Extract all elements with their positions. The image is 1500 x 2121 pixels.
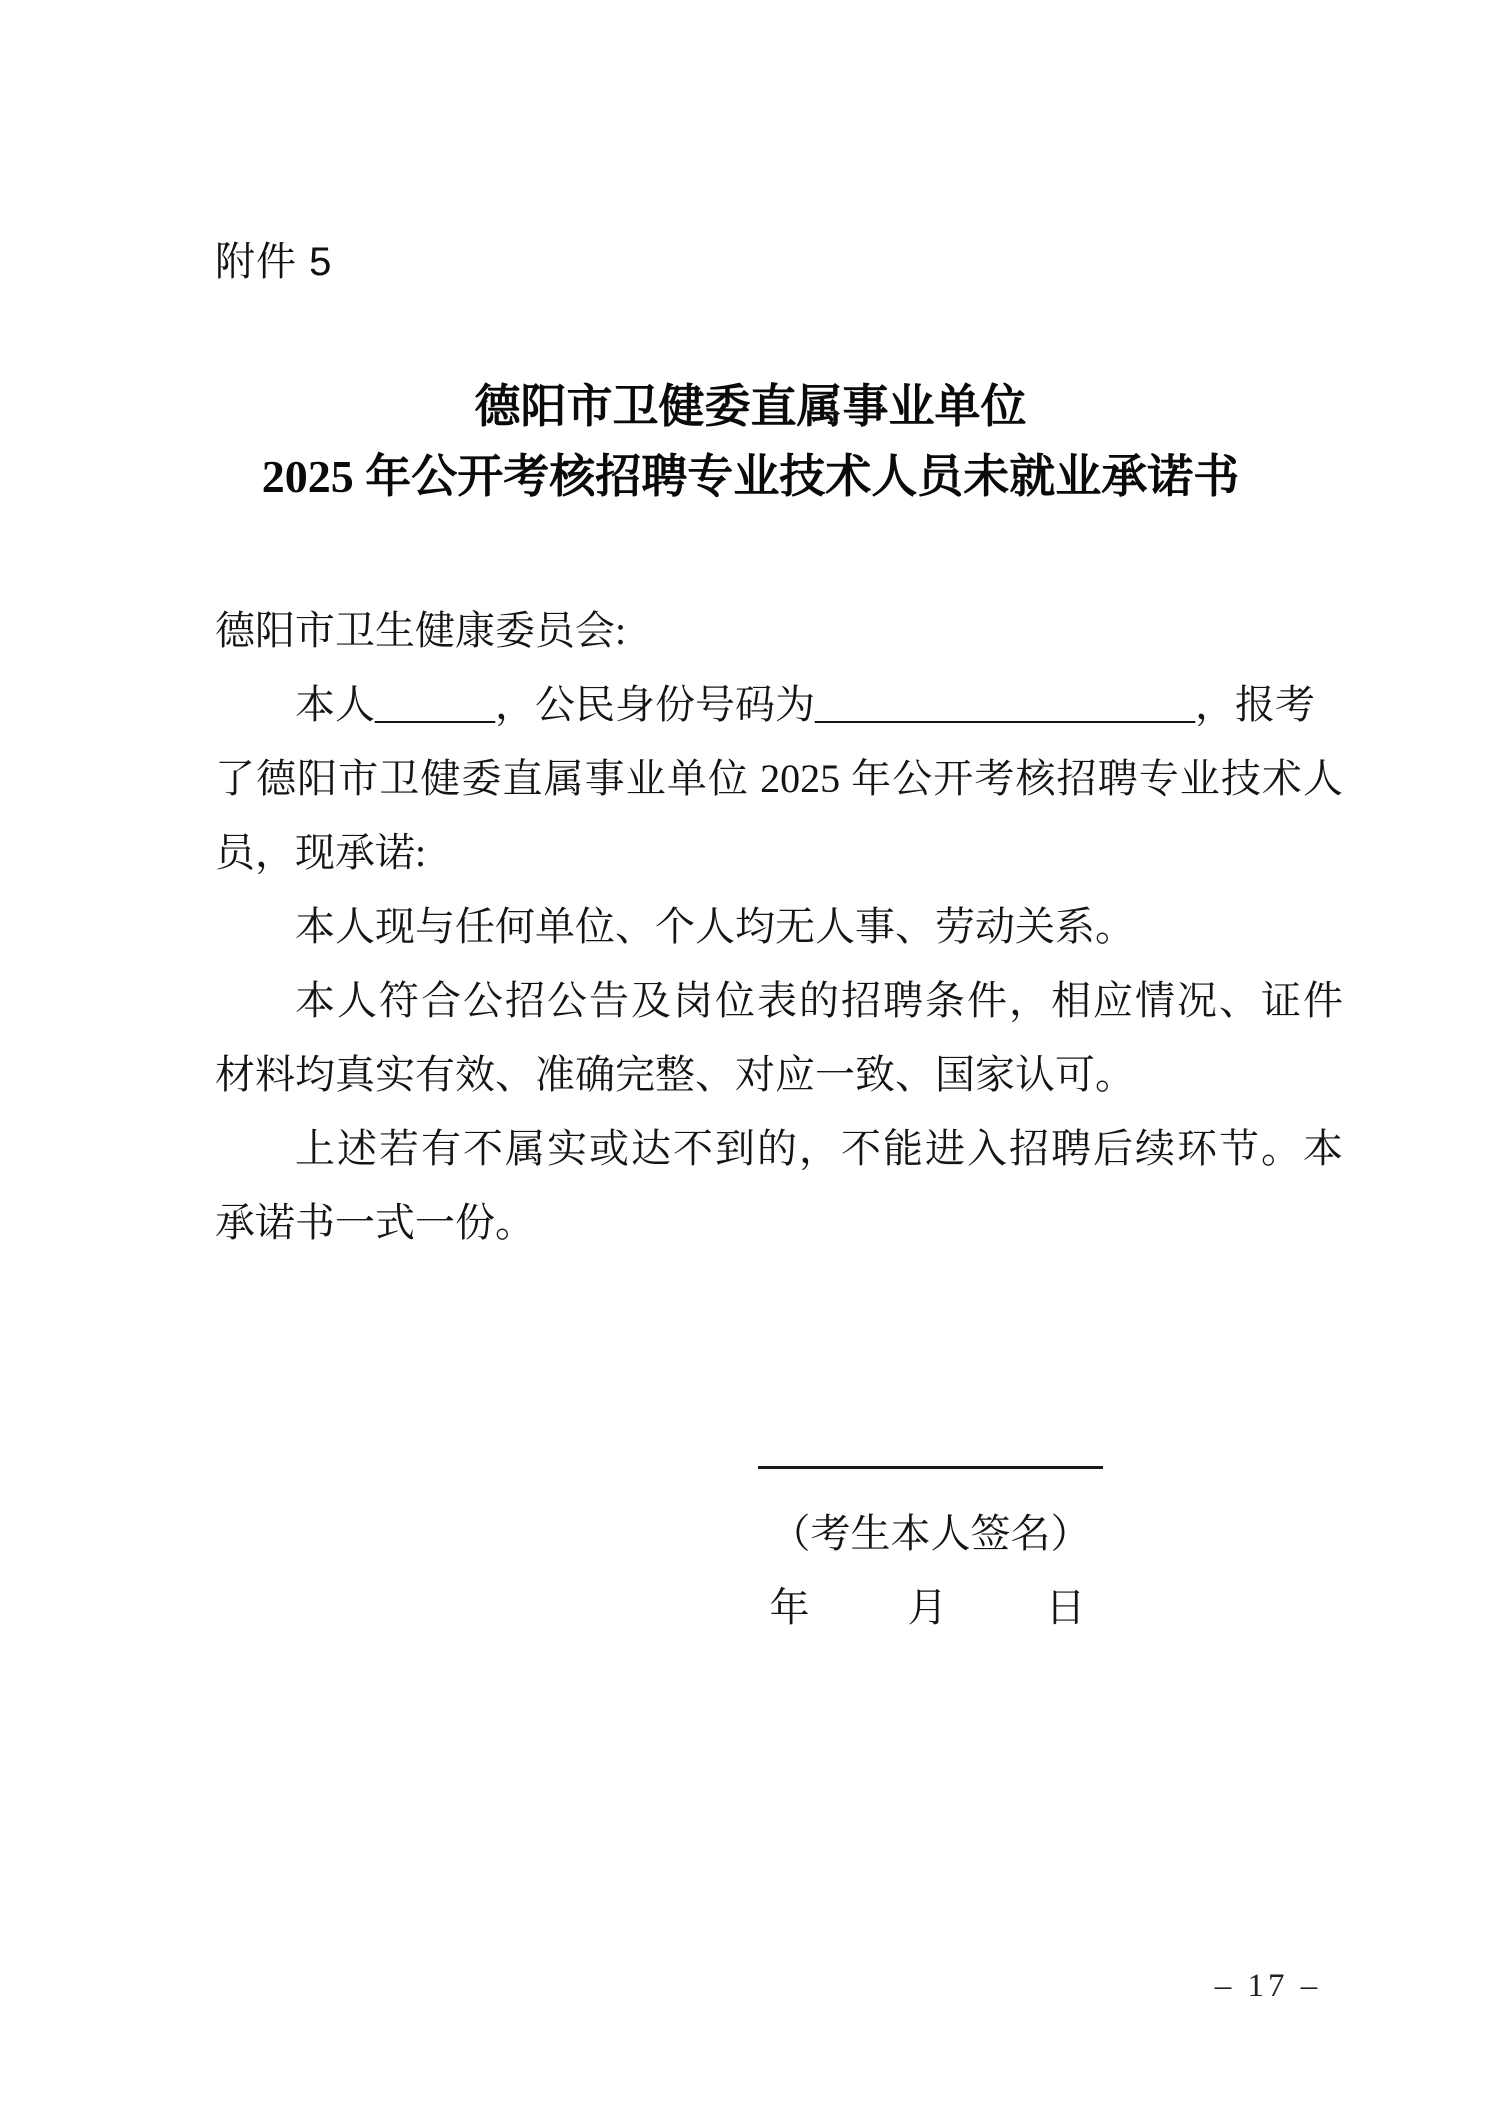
paragraph-2-line-1: 本人现与任何单位、个人均无人事、劳动关系。: [295, 904, 1135, 949]
page-number: – 17 –: [1214, 1968, 1322, 2004]
signature-name-label: （考生本人签名）: [770, 1511, 1091, 1556]
attachment-label: 附件 5: [215, 240, 333, 284]
title-line-1: 德阳市卫健委直属事业单位: [474, 381, 1027, 432]
paragraph-3-line-2: 材料均真实有效、准确完整、对应一致、国家认可。: [215, 1052, 1135, 1097]
paragraph-4-line-1: 上述若有不属实或达不到的，不能进入招聘后续环节。本: [295, 1126, 1343, 1171]
signature-date-label: 年 月 日: [769, 1585, 1092, 1630]
paragraph-3-line-1: 本人符合公招公告及岗位表的招聘条件，相应情况、证件: [295, 978, 1343, 1023]
paragraph-1-line-1: 本人______，公民身份号码为___________________，报考: [295, 682, 1315, 727]
signature-block: [758, 1466, 1103, 1630]
paragraph-4-line-2: 承诺书一式一份。: [215, 1200, 535, 1245]
paragraph-1-line-2: 了德阳市卫健委直属事业单位 2025 年公开考核招聘专业技术人: [215, 756, 1343, 801]
document-title: [188, 372, 1313, 512]
signature-blank-line: [758, 1466, 1103, 1469]
title-line-2: 2025 年公开考核招聘专业技术人员未就业承诺书: [261, 451, 1240, 502]
paragraph-1-line-3: 员，现承诺:: [215, 830, 427, 875]
document-body: [215, 594, 1343, 1260]
salutation-line: 德阳市卫生健康委员会:: [215, 608, 627, 653]
